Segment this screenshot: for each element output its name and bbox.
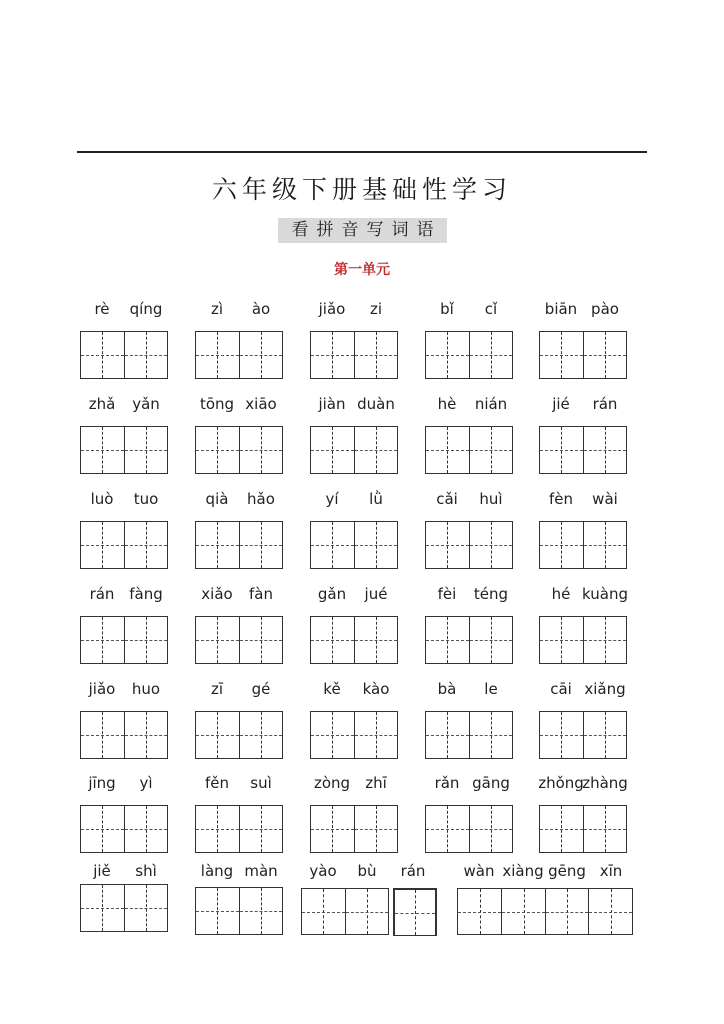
character-cell[interactable] — [81, 522, 124, 568]
header-rule — [77, 151, 647, 153]
pinyin-syllable: jiàn — [318, 395, 346, 413]
pinyin-syllable: xīn — [599, 862, 623, 880]
writing-grid[interactable] — [195, 331, 283, 379]
character-cell[interactable] — [588, 889, 632, 934]
pinyin-syllable: bà — [437, 680, 457, 698]
character-cell[interactable] — [311, 522, 354, 568]
pinyin-syllable: gāng — [472, 774, 510, 792]
pinyin-syllable: zhǒng — [538, 774, 584, 792]
writing-grid[interactable] — [310, 331, 398, 379]
pinyin-syllable: pào — [591, 300, 619, 318]
writing-grid[interactable] — [310, 616, 398, 664]
character-cell[interactable] — [426, 332, 469, 378]
pinyin-syllable: yí — [325, 490, 339, 508]
writing-grid[interactable] — [301, 888, 389, 935]
character-cell[interactable] — [583, 806, 626, 852]
writing-grid[interactable] — [195, 805, 283, 853]
pinyin-syllable: yǎn — [132, 395, 160, 413]
character-cell[interactable] — [124, 427, 167, 473]
pinyin-syllable: jiǎo — [318, 300, 346, 318]
character-cell[interactable] — [239, 332, 282, 378]
character-cell[interactable] — [354, 332, 397, 378]
pinyin-syllable: xiāo — [245, 395, 277, 413]
pinyin-syllable: gé — [251, 680, 271, 698]
character-cell[interactable] — [239, 427, 282, 473]
character-cell[interactable] — [583, 522, 626, 568]
writing-grid[interactable] — [539, 331, 627, 379]
writing-grid[interactable] — [539, 805, 627, 853]
pinyin-syllable: rán — [400, 862, 426, 880]
pinyin-syllable: cǐ — [484, 300, 498, 318]
pinyin-syllable: fàng — [129, 585, 163, 603]
pinyin-syllable: jué — [364, 585, 388, 603]
character-cell[interactable] — [469, 332, 512, 378]
pinyin-syllable: rǎn — [434, 774, 460, 792]
character-cell[interactable] — [311, 617, 354, 663]
character-cell[interactable] — [196, 888, 239, 934]
character-cell[interactable] — [540, 332, 583, 378]
pinyin-syllable: xiǎo — [201, 585, 233, 603]
writing-grid[interactable] — [195, 616, 283, 664]
writing-grid[interactable] — [310, 426, 398, 474]
pinyin-syllable: zhǎ — [88, 395, 116, 413]
pinyin-syllable: yào — [309, 862, 337, 880]
character-cell[interactable] — [469, 806, 512, 852]
character-cell[interactable] — [540, 617, 583, 663]
character-cell[interactable] — [302, 889, 345, 934]
pinyin-syllable: duàn — [357, 395, 395, 413]
character-cell[interactable] — [354, 522, 397, 568]
writing-grid[interactable] — [310, 711, 398, 759]
writing-grid[interactable] — [539, 426, 627, 474]
character-cell[interactable] — [124, 806, 167, 852]
character-cell[interactable] — [311, 332, 354, 378]
writing-grid[interactable] — [80, 884, 168, 932]
writing-grid[interactable] — [195, 426, 283, 474]
pinyin-syllable: zhī — [365, 774, 387, 792]
character-cell[interactable] — [196, 427, 239, 473]
pinyin-syllable: huì — [479, 490, 503, 508]
pinyin-syllable: téng — [473, 585, 509, 603]
writing-grid[interactable] — [195, 711, 283, 759]
writing-grid[interactable] — [80, 331, 168, 379]
pinyin-syllable: jié — [552, 395, 570, 413]
character-cell[interactable] — [545, 889, 589, 934]
pinyin-syllable: biān — [544, 300, 578, 318]
character-cell[interactable] — [81, 712, 124, 758]
pinyin-syllable: gǎn — [317, 585, 347, 603]
character-cell[interactable] — [81, 617, 124, 663]
pinyin-syllable: rán — [89, 585, 115, 603]
pinyin-syllable: tōng — [199, 395, 235, 413]
pinyin-syllable: cāi — [550, 680, 572, 698]
character-cell[interactable] — [345, 889, 388, 934]
pinyin-syllable: hè — [437, 395, 457, 413]
character-cell[interactable] — [124, 522, 167, 568]
writing-grid[interactable] — [539, 521, 627, 569]
writing-grid[interactable] — [80, 711, 168, 759]
writing-grid[interactable] — [393, 888, 437, 936]
character-cell[interactable] — [583, 332, 626, 378]
character-cell[interactable] — [124, 712, 167, 758]
pinyin-syllable: kào — [362, 680, 390, 698]
character-cell[interactable] — [196, 522, 239, 568]
pinyin-syllable: fěn — [204, 774, 230, 792]
page-title: 六年级下册基础性学习 — [211, 175, 512, 204]
writing-grid[interactable] — [457, 888, 633, 935]
writing-grid[interactable] — [195, 887, 283, 935]
pinyin-syllable: lǜ — [369, 490, 383, 508]
character-cell[interactable] — [311, 427, 354, 473]
character-cell[interactable] — [540, 712, 583, 758]
pinyin-syllable: jiě — [93, 862, 111, 880]
character-cell[interactable] — [124, 885, 167, 931]
character-cell[interactable] — [239, 617, 282, 663]
pinyin-syllable: fèn — [548, 490, 574, 508]
pinyin-syllable: fèi — [437, 585, 457, 603]
character-cell[interactable] — [239, 522, 282, 568]
pinyin-syllable: xiǎng — [584, 680, 626, 698]
pinyin-syllable: rè — [94, 300, 110, 318]
writing-grid[interactable] — [425, 426, 513, 474]
character-cell[interactable] — [239, 806, 282, 852]
character-cell[interactable] — [196, 617, 239, 663]
character-cell[interactable] — [239, 712, 282, 758]
pinyin-syllable: màn — [244, 862, 278, 880]
pinyin-syllable: cǎi — [436, 490, 458, 508]
writing-grid[interactable] — [425, 711, 513, 759]
writing-grid[interactable] — [425, 805, 513, 853]
pinyin-syllable: hé — [551, 585, 571, 603]
character-cell[interactable] — [81, 885, 124, 931]
pinyin-syllable: ào — [251, 300, 271, 318]
writing-grid[interactable] — [425, 331, 513, 379]
character-cell[interactable] — [239, 888, 282, 934]
pinyin-syllable: fàn — [249, 585, 273, 603]
pinyin-syllable: zī — [210, 680, 224, 698]
pinyin-syllable: làng — [200, 862, 234, 880]
pinyin-syllable: huo — [131, 680, 161, 698]
pinyin-syllable: zòng — [313, 774, 351, 792]
character-cell[interactable] — [540, 806, 583, 852]
character-cell[interactable] — [395, 890, 435, 935]
pinyin-syllable: zì — [210, 300, 224, 318]
pinyin-syllable: qíng — [129, 300, 163, 318]
pinyin-syllable: wài — [592, 490, 618, 508]
pinyin-syllable: luò — [90, 490, 114, 508]
section-subtitle: 看拼音写词语 — [278, 218, 447, 243]
pinyin-syllable: bǐ — [440, 300, 454, 318]
character-cell[interactable] — [426, 806, 469, 852]
character-cell[interactable] — [81, 332, 124, 378]
writing-grid[interactable] — [80, 521, 168, 569]
character-cell[interactable] — [196, 806, 239, 852]
character-cell[interactable] — [426, 712, 469, 758]
pinyin-syllable: gēng — [548, 862, 586, 880]
character-cell[interactable] — [124, 332, 167, 378]
character-cell[interactable] — [426, 522, 469, 568]
writing-grid[interactable] — [310, 521, 398, 569]
writing-grid[interactable] — [80, 616, 168, 664]
character-cell[interactable] — [501, 889, 545, 934]
character-cell[interactable] — [311, 806, 354, 852]
character-cell[interactable] — [540, 522, 583, 568]
character-cell[interactable] — [469, 522, 512, 568]
pinyin-syllable: zhàng — [582, 774, 628, 792]
pinyin-syllable: rán — [592, 395, 618, 413]
character-cell[interactable] — [124, 617, 167, 663]
pinyin-syllable: jiǎo — [88, 680, 116, 698]
character-cell[interactable] — [583, 712, 626, 758]
pinyin-syllable: kě — [323, 680, 341, 698]
writing-grid[interactable] — [425, 521, 513, 569]
character-cell[interactable] — [354, 712, 397, 758]
character-cell[interactable] — [458, 889, 501, 934]
character-cell[interactable] — [540, 427, 583, 473]
character-cell[interactable] — [469, 712, 512, 758]
pinyin-syllable: tuo — [133, 490, 159, 508]
character-cell[interactable] — [196, 712, 239, 758]
pinyin-syllable: wàn — [463, 862, 495, 880]
character-cell[interactable] — [426, 617, 469, 663]
character-cell[interactable] — [469, 617, 512, 663]
pinyin-syllable: zi — [369, 300, 383, 318]
pinyin-syllable: yì — [139, 774, 153, 792]
character-cell[interactable] — [354, 806, 397, 852]
character-cell[interactable] — [354, 427, 397, 473]
character-cell[interactable] — [583, 427, 626, 473]
pinyin-syllable: xiàng — [502, 862, 544, 880]
pinyin-syllable: suì — [250, 774, 272, 792]
character-cell[interactable] — [469, 427, 512, 473]
writing-grid[interactable] — [539, 711, 627, 759]
pinyin-syllable: le — [484, 680, 498, 698]
writing-grid[interactable] — [310, 805, 398, 853]
character-cell[interactable] — [426, 427, 469, 473]
writing-grid[interactable] — [195, 521, 283, 569]
pinyin-syllable: qià — [205, 490, 229, 508]
pinyin-syllable: jīng — [88, 774, 116, 792]
writing-grid[interactable] — [425, 616, 513, 664]
unit-label: 第一单元 — [334, 262, 390, 278]
character-cell[interactable] — [81, 427, 124, 473]
pinyin-syllable: bù — [357, 862, 377, 880]
character-cell[interactable] — [583, 617, 626, 663]
character-cell[interactable] — [81, 806, 124, 852]
pinyin-syllable: shì — [135, 862, 157, 880]
character-cell[interactable] — [354, 617, 397, 663]
pinyin-syllable: kuàng — [582, 585, 628, 603]
character-cell[interactable] — [196, 332, 239, 378]
character-cell[interactable] — [311, 712, 354, 758]
pinyin-syllable: hǎo — [247, 490, 275, 508]
writing-grid[interactable] — [80, 426, 168, 474]
writing-grid[interactable] — [539, 616, 627, 664]
writing-grid[interactable] — [80, 805, 168, 853]
pinyin-syllable: nián — [474, 395, 508, 413]
